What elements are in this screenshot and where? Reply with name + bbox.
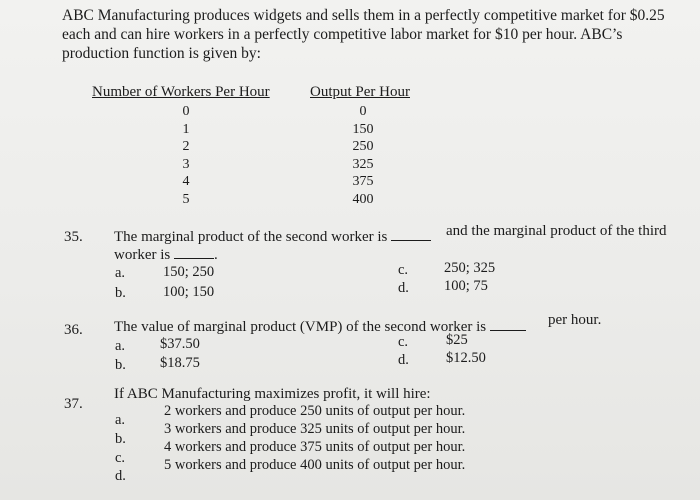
- question-35-number: 35.: [64, 229, 83, 245]
- question-35-text-line2: [114, 246, 218, 264]
- question-37-option-c-text: 4 workers and produce 375 units of output per hour.: [164, 439, 466, 455]
- question-37-option-a-text: 2 workers and produce 250 units of output per hour.: [164, 403, 466, 419]
- question-36-text-part1: The value of marginal product (VMP) of the second worker is: [114, 319, 487, 335]
- question-35-option-c-text: 250; 325: [444, 260, 496, 276]
- workers-cell: 2: [182, 139, 190, 155]
- workers-column-header: Number of Workers Per Hour: [92, 84, 270, 100]
- output-cell: 250: [352, 139, 374, 155]
- question-37-number: 37.: [64, 396, 83, 412]
- question-37-option-a-letter: a.: [115, 412, 126, 428]
- question-36-option-c-letter: c.: [398, 334, 409, 350]
- question-35-option-b-letter: b.: [115, 285, 126, 301]
- question-37-option-d-text: 5 workers and produce 400 units of output per hour.: [164, 457, 466, 473]
- question-35-text-line2-start: worker is: [114, 247, 171, 263]
- question-37-option-d-letter: d.: [115, 468, 126, 484]
- question-35-text-line2-end: .: [214, 247, 218, 263]
- workers-cell: 1: [182, 121, 190, 137]
- intro-line-3: production function is given by:: [62, 45, 261, 62]
- workers-cell: 3: [182, 156, 190, 172]
- workers-cell: 5: [182, 191, 190, 207]
- question-36-option-a-text: $37.50: [160, 336, 200, 352]
- question-36-option-b-letter: b.: [115, 357, 126, 373]
- question-35-option-a-text: 150; 250: [163, 264, 215, 280]
- output-cell: 375: [352, 174, 374, 190]
- output-column: [343, 103, 383, 209]
- output-column-header: Output Per Hour: [310, 84, 410, 100]
- question-36-text-part2: per hour.: [548, 312, 602, 328]
- question-35-option-a-letter: a.: [115, 265, 126, 281]
- question-35-option-d-letter: d.: [398, 280, 409, 296]
- question-35-text-part2: and the marginal product of the third: [446, 223, 667, 239]
- answer-blank: [490, 318, 526, 331]
- question-35-text: [114, 228, 431, 246]
- question-37-option-b-letter: b.: [115, 431, 126, 447]
- intro-line-2: each and can hire workers in a perfectly competitive labor market for $10 per hour. ABC’s: [62, 26, 623, 43]
- question-37-option-b-text: 3 workers and produce 325 units of output per hour.: [164, 421, 466, 437]
- question-37-text: If ABC Manufacturing maximizes profit, it will hire:: [114, 386, 431, 402]
- workers-cell: 0: [182, 104, 190, 119]
- answer-blank: [174, 246, 214, 259]
- intro-paragraph: [62, 6, 665, 63]
- question-37-option-c-letter: c.: [115, 450, 126, 466]
- question-36-option-d-text: $12.50: [446, 350, 486, 366]
- question-36-option-d-letter: d.: [398, 352, 409, 368]
- question-36-option-c-text: $25: [446, 332, 468, 348]
- output-cell: 0: [359, 104, 367, 119]
- output-cell: 150: [352, 121, 374, 137]
- question-36-number: 36.: [64, 322, 83, 338]
- answer-blank: [391, 228, 431, 241]
- question-35-text-part1: The marginal product of the second worker is: [114, 229, 388, 245]
- workers-column: [176, 103, 196, 209]
- question-35-option-c-letter: c.: [398, 262, 409, 278]
- output-cell: 325: [352, 156, 374, 172]
- workers-cell: 4: [182, 174, 190, 190]
- question-36-option-a-letter: a.: [115, 338, 126, 354]
- output-cell: 400: [352, 191, 374, 207]
- question-36-option-b-text: $18.75: [160, 355, 200, 371]
- question-35-option-b-text: 100; 150: [163, 284, 215, 300]
- intro-line-1: ABC Manufacturing produces widgets and sells them in a perfectly competitive market for $0.25: [62, 7, 665, 24]
- question-35-option-d-text: 100; 75: [444, 278, 488, 294]
